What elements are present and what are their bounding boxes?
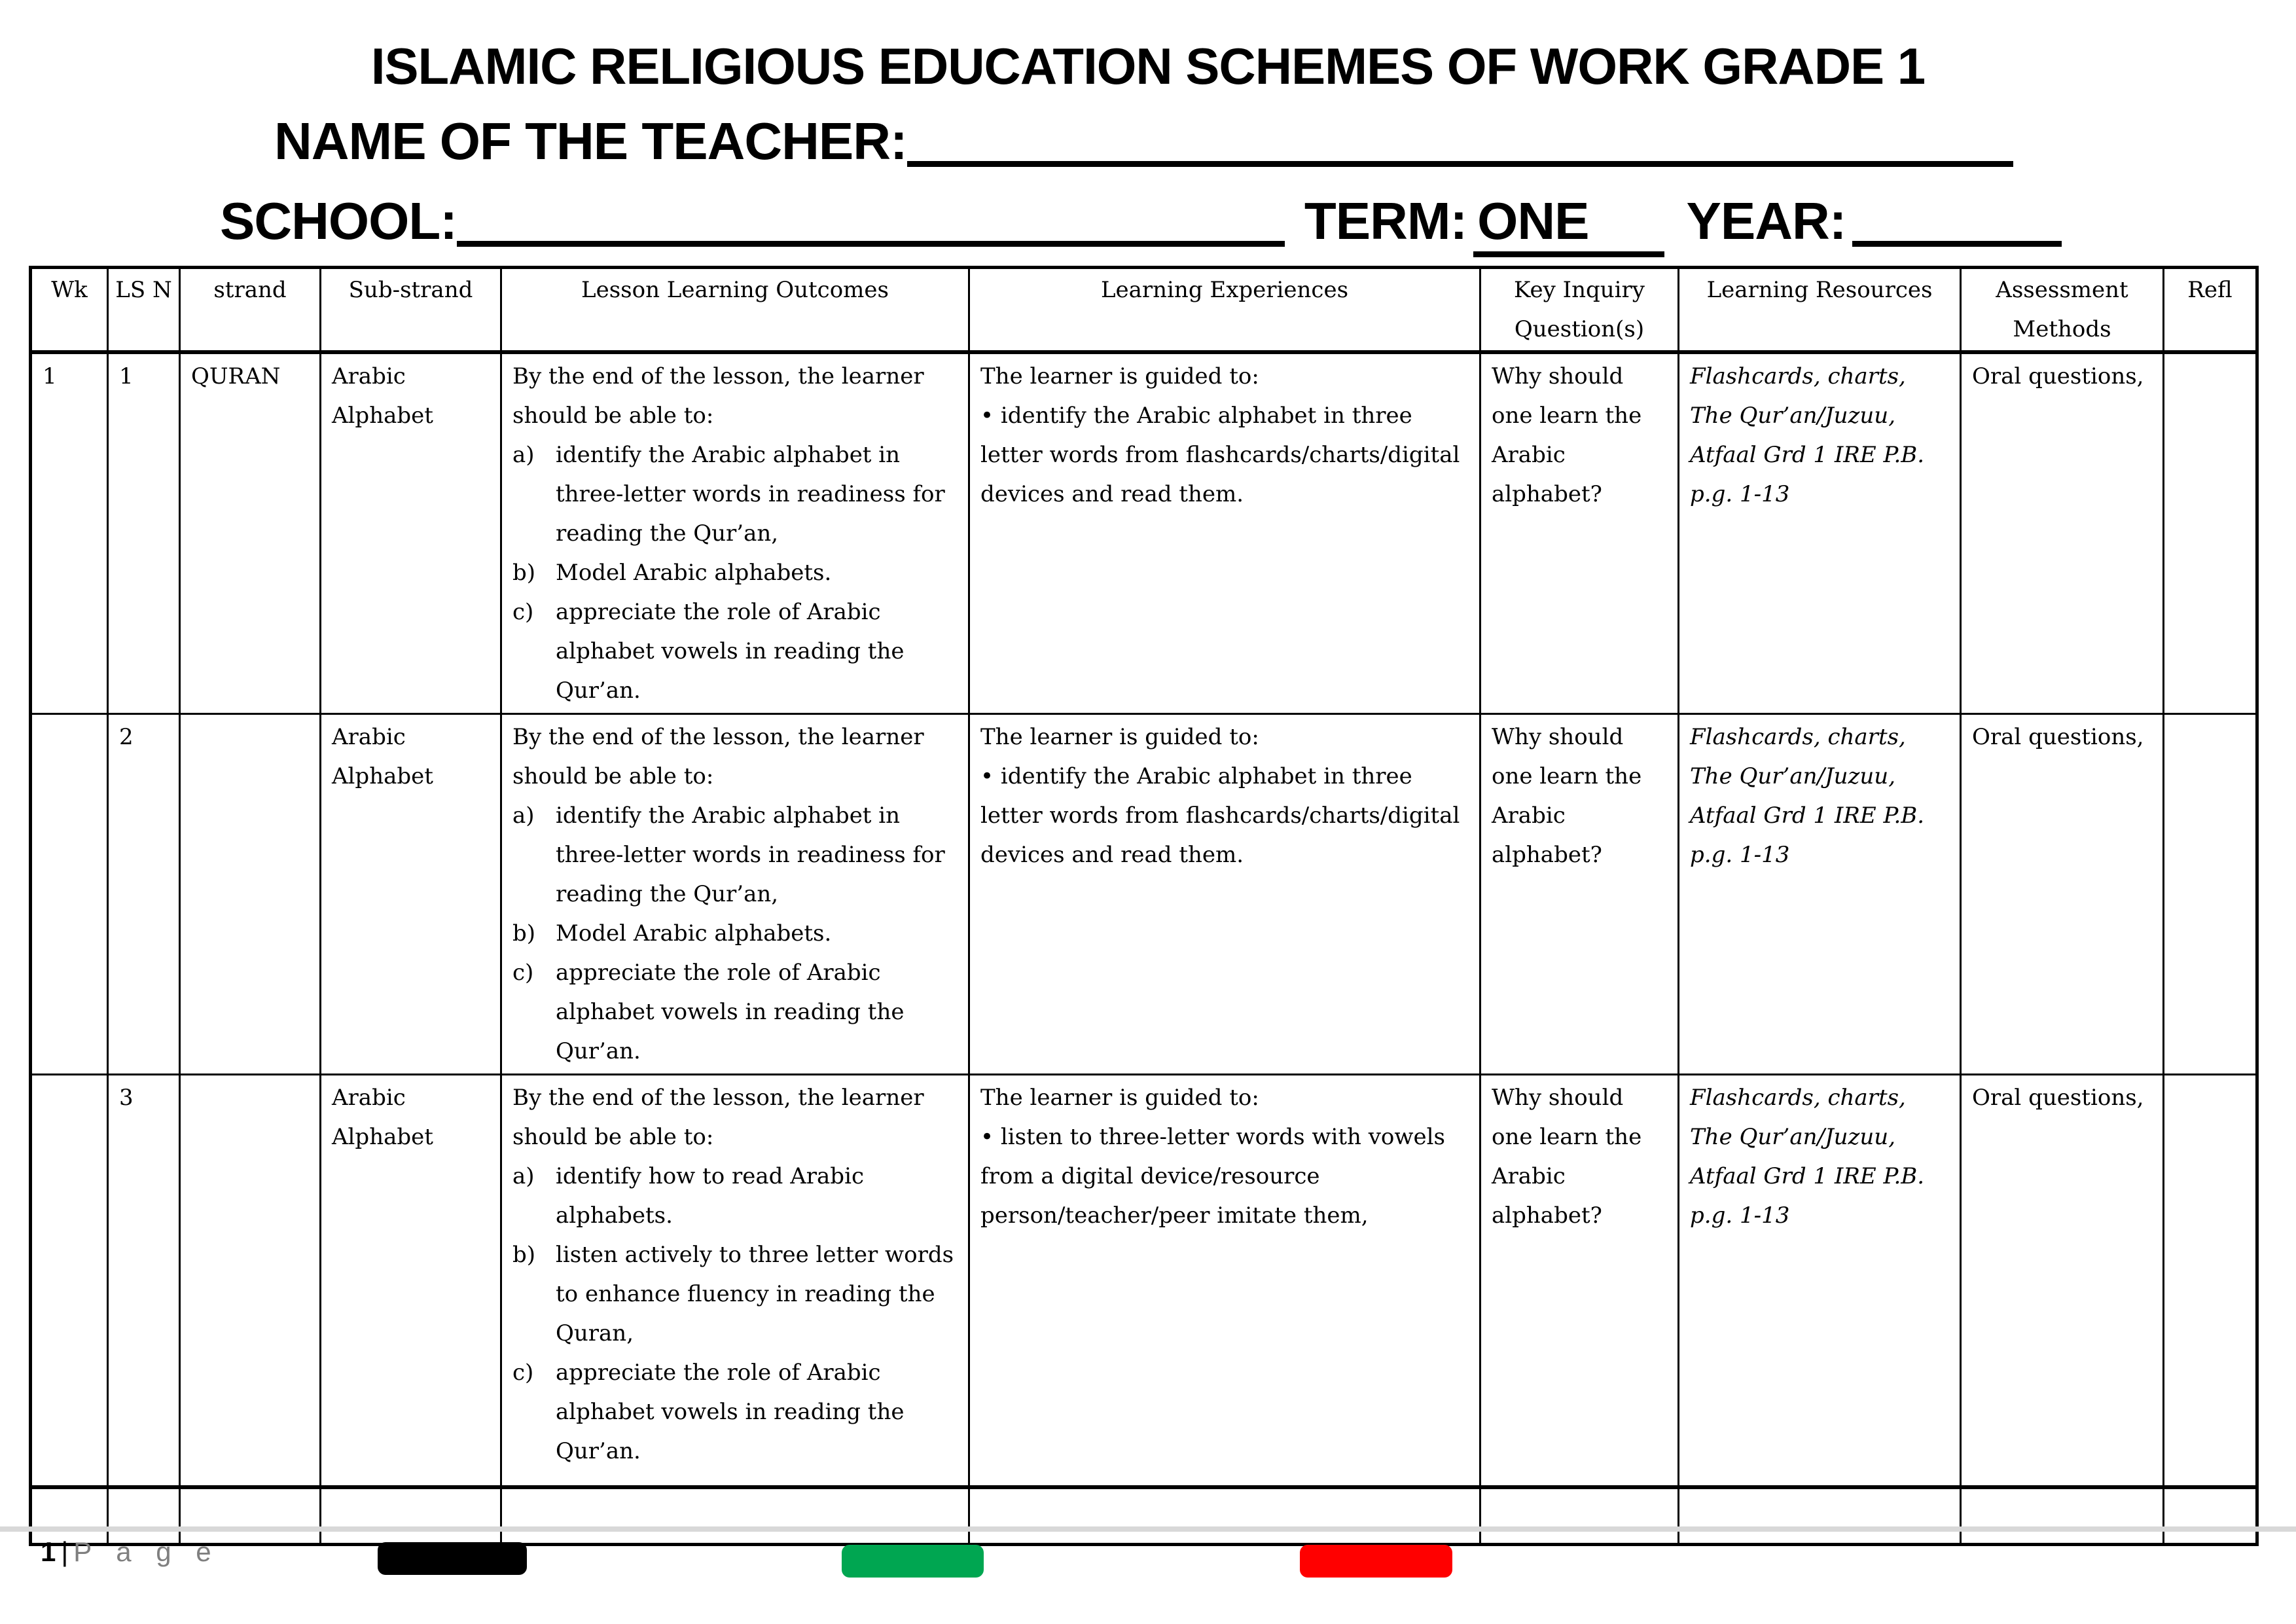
outcomes-intro: By the end of the lesson, the learner should be able to:	[512, 724, 924, 789]
highlight-bar-red	[1300, 1545, 1452, 1578]
outcome-item: a) identify how to read Arabic alphabets.	[512, 1163, 864, 1229]
cell-sub-strand: Arabic Alphabet	[321, 1075, 501, 1487]
school-label: SCHOOL:	[220, 192, 457, 250]
term-label: TERM:	[1304, 192, 1467, 250]
outcome-item: a) identify the Arabic alphabet in three-letter words in readiness for reading the Qur’an,	[512, 442, 945, 547]
outcomes-intro: By the end of the lesson, the learner should be able to:	[512, 1085, 924, 1150]
cell-assessment: Oral questions,	[1961, 352, 2164, 714]
cell-experiences	[969, 714, 1480, 1075]
cell-lsn: 1	[108, 352, 180, 714]
col-header-wk: Wk	[31, 268, 108, 353]
table-header-row	[31, 268, 2257, 353]
cell-refl	[2164, 352, 2257, 714]
cell-experiences	[969, 1487, 1480, 1545]
cell-refl	[2164, 714, 2257, 1075]
cell-assessment: Oral questions,	[1961, 1075, 2164, 1487]
cell-experiences	[969, 1075, 1480, 1487]
col-header-lsn: LS N	[108, 268, 180, 353]
col-header-outcomes: Lesson Learning Outcomes	[501, 268, 969, 353]
page-number: 1	[41, 1536, 56, 1567]
cell-inquiry: Why should one learn the Arabic alphabet?	[1480, 714, 1679, 1075]
experiences-intro: The learner is guided to:	[980, 363, 1259, 389]
experiences-intro: The learner is guided to:	[980, 724, 1259, 750]
cell-outcomes	[501, 714, 969, 1075]
cell-assessment	[1961, 1487, 2164, 1545]
cell-sub-strand: Arabic Alphabet	[321, 714, 501, 1075]
cell-resources	[1679, 1487, 1961, 1545]
cell-lsn: 3	[108, 1075, 180, 1487]
table-row-lesson-2	[31, 714, 2257, 1075]
cell-outcomes	[501, 1487, 969, 1545]
outcome-item: c) appreciate the role of Arabic alphabet vowels in reading the Qur’an.	[512, 599, 905, 704]
table-row-lesson-1	[31, 352, 2257, 714]
document-title: ISLAMIC RELIGIOUS EDUCATION SCHEMES OF WORK GRADE 1	[370, 37, 1926, 95]
year-label: YEAR:	[1686, 192, 1846, 250]
schemes-of-work-table	[29, 266, 2259, 1546]
col-header-refl: Refl	[2164, 268, 2257, 353]
cell-inquiry: Why should one learn the Arabic alphabet?	[1480, 1075, 1679, 1487]
col-header-inquiry: Key Inquiry Question(s)	[1480, 268, 1679, 353]
experiences-bullet: • identify the Arabic alphabet in three letter words from flashcards/charts/digital devices and read them.	[980, 403, 1460, 507]
outcome-item: b) Model Arabic alphabets.	[512, 920, 832, 947]
col-header-assessment: Assessment Methods	[1961, 268, 2164, 353]
teacher-label: NAME OF THE TEACHER:	[274, 112, 907, 170]
school-blank	[457, 241, 1285, 247]
page-footer	[41, 1537, 220, 1567]
teacher-name-blank	[907, 161, 2013, 167]
cell-resources: Flashcards, charts, The Qur’an/Juzuu, Atfaal Grd 1 IRE P.B. p.g. 1-13	[1679, 714, 1961, 1075]
school-term-year-line	[220, 192, 2062, 257]
teacher-name-line	[274, 112, 2013, 170]
cell-resources: Flashcards, charts, The Qur’an/Juzuu, Atfaal Grd 1 IRE P.B. p.g. 1-13	[1679, 1075, 1961, 1487]
outcome-item: b) listen actively to three letter words to enhance fluency in reading the Quran,	[512, 1242, 954, 1346]
cell-inquiry	[1480, 1487, 1679, 1545]
cell-inquiry: Why should one learn the Arabic alphabet?	[1480, 352, 1679, 714]
cell-wk: 1	[31, 352, 108, 714]
page-number-separator: |	[61, 1536, 69, 1567]
cell-strand	[180, 1075, 321, 1487]
col-header-strand: strand	[180, 268, 321, 353]
cell-sub-strand: Arabic Alphabet	[321, 352, 501, 714]
outcome-item: c) appreciate the role of Arabic alphabet vowels in reading the Qur’an.	[512, 960, 905, 1064]
cell-resources: Flashcards, charts, The Qur’an/Juzuu, Atfaal Grd 1 IRE P.B. p.g. 1-13	[1679, 352, 1961, 714]
cell-strand	[180, 714, 321, 1075]
highlight-bar-green	[842, 1545, 984, 1578]
outcomes-intro: By the end of the lesson, the learner should be able to:	[512, 363, 924, 429]
cell-outcomes	[501, 1075, 969, 1487]
outcome-item: b) Model Arabic alphabets.	[512, 560, 832, 586]
cell-refl	[2164, 1075, 2257, 1487]
cell-wk	[31, 714, 108, 1075]
cell-sub-strand	[321, 1487, 501, 1545]
experiences-bullet: • identify the Arabic alphabet in three letter words from flashcards/charts/digital devices and read them.	[980, 763, 1460, 868]
year-blank	[1852, 241, 2062, 247]
cell-strand: QURAN	[180, 352, 321, 714]
cell-lsn: 2	[108, 714, 180, 1075]
table-row-empty	[31, 1487, 2257, 1545]
col-header-experiences: Learning Experiences	[969, 268, 1480, 353]
cell-experiences	[969, 352, 1480, 714]
experiences-intro: The learner is guided to:	[980, 1085, 1259, 1111]
outcome-item: c) appreciate the role of Arabic alphabet vowels in reading the Qur’an.	[512, 1360, 905, 1464]
table-row-lesson-3	[31, 1075, 2257, 1487]
experiences-bullet: • listen to three-letter words with vowels from a digital device/resource person/teacher/peer imitate them,	[980, 1124, 1445, 1229]
col-header-resources: Learning Resources	[1679, 268, 1961, 353]
outcome-item: a) identify the Arabic alphabet in three-letter words in readiness for reading the Qur’an,	[512, 803, 945, 907]
cell-assessment: Oral questions,	[1961, 714, 2164, 1075]
col-header-sub-strand: Sub-strand	[321, 268, 501, 353]
cell-outcomes	[501, 352, 969, 714]
footer-divider-rule	[0, 1526, 2296, 1532]
page-word: P a g e	[73, 1536, 220, 1567]
cell-wk	[31, 1075, 108, 1487]
term-value: ONE	[1473, 195, 1664, 257]
cell-refl	[2164, 1487, 2257, 1545]
highlight-bar-black	[378, 1542, 527, 1575]
